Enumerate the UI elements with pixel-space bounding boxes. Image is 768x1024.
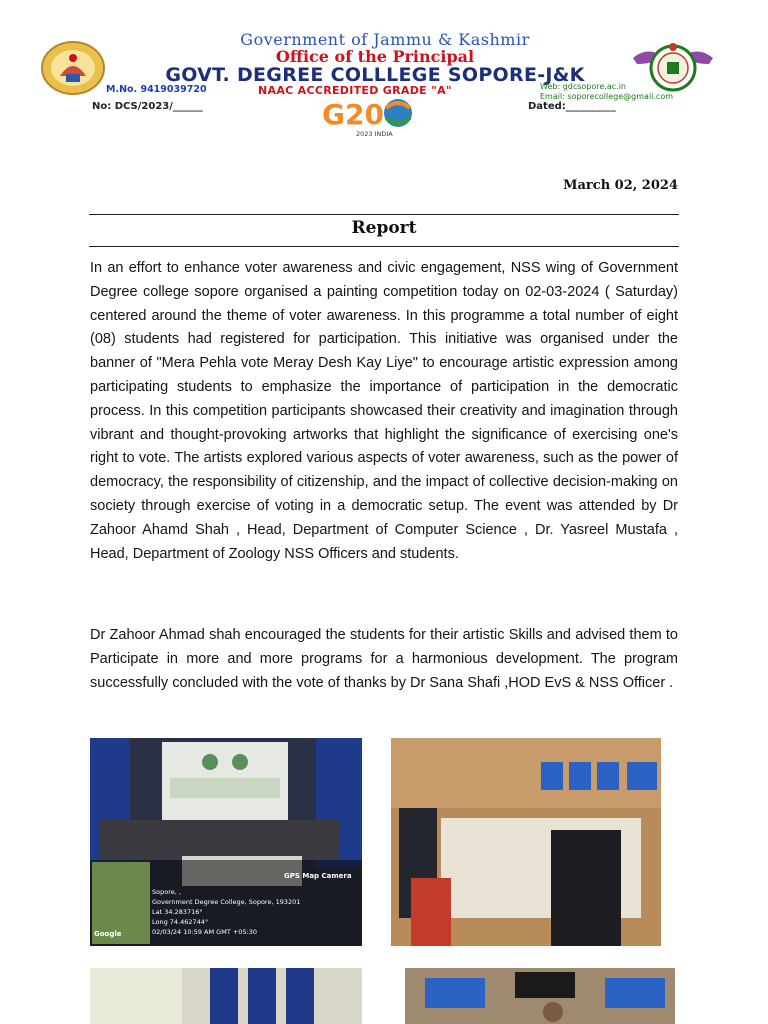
g20-subtext: 2023 INDIA xyxy=(356,130,393,138)
report-paragraph-2: Dr Zahoor Ahmad shah encouraged the students for their artistic Skills and advised them to Participate in more and more programs for a harmonious development. The program successfully concluded with the vote of thanks by Dr Sana Shafi ,HOD EvS & NSS Officer . xyxy=(90,627,678,691)
event-photo-group xyxy=(90,738,362,946)
g20-logo xyxy=(320,96,432,142)
classroom-photo-image xyxy=(391,738,661,946)
event-photo-speaker xyxy=(405,968,675,1024)
college-name: GOVT. DEGREE COLLLEGE SOPORE-J&K xyxy=(165,64,585,86)
presentation-photo-image xyxy=(90,968,362,1024)
gps-longitude: Long 74.462744° xyxy=(152,918,209,926)
naac-grade: NAAC ACCREDITED GRADE "A" xyxy=(258,84,452,97)
dated-field: Dated:__________ xyxy=(528,101,616,112)
speaker-photo-image xyxy=(405,968,675,1024)
gps-camera-label: GPS Map Camera xyxy=(284,872,352,880)
report-title: Report xyxy=(351,218,417,238)
gps-timestamp: 02/03/24 10:59 AM GMT +05:30 xyxy=(152,928,258,936)
google-label: Google xyxy=(94,930,122,938)
report-paragraph-1: In an effort to enhance voter awareness and civic engagement, NSS wing of Government Degree college sopore organised a painting competition today on 02-03-2024 ( Saturday) centered around the theme of voter awareness. In this programme a total number of eight (08) students had registered for participation. This initiative was organised under the banner of "Mera Pehla vote Meray Desh Kay Liye" to encourage artistic expression among participating students to emphasize the importance of participation in the democratic process. In this competition participants showcased their creativity and imagination through vibrant and thought-provoking artworks that highlight the significance of exercising one's right to vote. The artists explored various aspects of voter awareness, such as the power of democracy, the responsibility of citizenship, and the impact of collective decision-making on society through exercise of voting in a democratic setup. The event was attended by Dr Zahoor Ahamd Shah , Head, Department of Computer Science , Dr. Yasreel Mustafa , Head, Department of Zoology NSS Officers and students. xyxy=(90,260,678,562)
g20-text: G20 xyxy=(322,98,384,131)
website-text: Web: gdcsopore.ac.in xyxy=(540,82,626,91)
gps-place: Sopore, , xyxy=(152,888,181,896)
gps-address: Government Degree College, Sopore, 193201 xyxy=(152,898,301,906)
event-photo-classroom xyxy=(391,738,661,946)
contact-info xyxy=(540,82,673,102)
gps-latitude: Lat 34.283716° xyxy=(152,908,203,916)
email-text: Email: soporecollege@gmail.com xyxy=(540,92,674,101)
government-heading: Government of Jammu & Kashmir xyxy=(240,30,530,49)
college-emblem-logo xyxy=(40,38,106,96)
mobile-number: M.No. 9419039720 xyxy=(106,84,207,95)
event-photo-presentation xyxy=(90,968,362,1024)
title-rule-bottom xyxy=(89,246,679,247)
reference-number: No: DCS/2023/______ xyxy=(92,101,203,112)
office-heading: Office of the Principal xyxy=(275,47,475,66)
report-date: March 02, 2024 xyxy=(563,178,678,193)
title-rule-top xyxy=(89,214,679,215)
